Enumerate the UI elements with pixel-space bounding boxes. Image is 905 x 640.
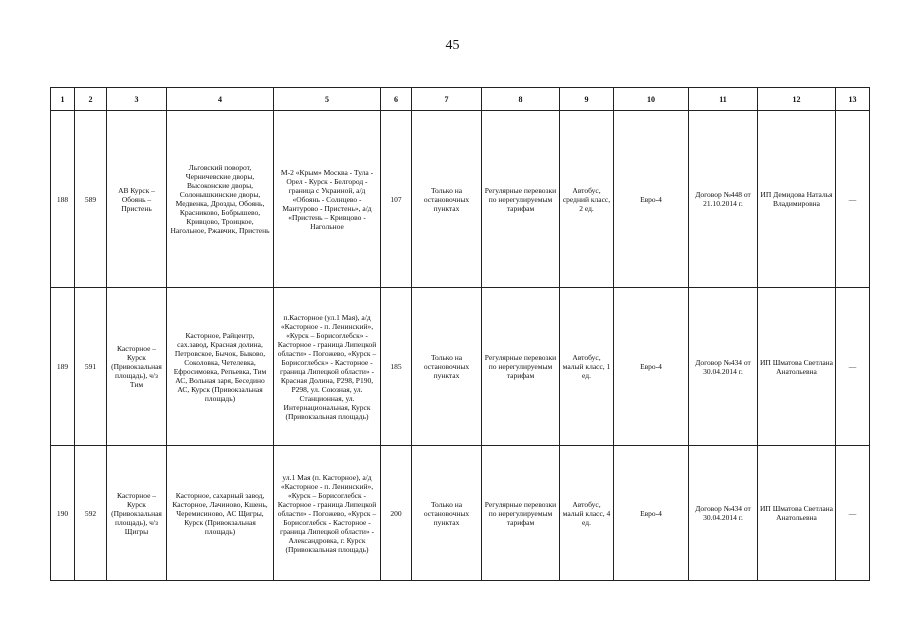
column-header: 7 — [412, 88, 482, 111]
table-row — [51, 446, 870, 581]
vehicle-cell: Автобус, малый класс, 1 ед. — [560, 288, 614, 446]
contract-cell: Договор №434 от 30.04.2014 г. — [689, 288, 758, 446]
table-row — [51, 111, 870, 288]
stops-cell: Льговский поворот, Черничевские дворы, Высоконские дворы, Солонышкинские дворы, Медвенка, Дрозды, Обоянь, Красниково, Бобрышево, Кривцово, Троицкое, Нагольное, Ржавчик, Пристень — [167, 111, 274, 288]
extra-cell: — — [836, 111, 870, 288]
column-header: 11 — [689, 88, 758, 111]
contract-cell: Договор №434 от 30.04.2014 г. — [689, 446, 758, 581]
length-cell: 200 — [381, 446, 412, 581]
route-name-cell: Касторное – Курск (Привокзальная площадь), ч/з Щигры — [107, 446, 167, 581]
stops-cell: Касторное, Райцентр, сах.завод, Красная долина, Петровское, Бычок, Быково, Соколовка, Четелевка, Ефросимовка, Репьевка, Тим АС, Вольная заря, Беседино АС, Курск (Привокзальная площадь) — [167, 288, 274, 446]
stop-order-cell: Только на остановочных пунктах — [412, 111, 482, 288]
extra-cell: — — [836, 446, 870, 581]
route-number-cell: 592 — [75, 446, 107, 581]
route-name-cell: Касторное – Курск (Привокзальная площадь), ч/з Тим — [107, 288, 167, 446]
stops-cell: Касторное, сахарный завод, Касторное, Лачиново, Кшень, Черемисиново, АС Щигры, Курск (Привокзальная площадь) — [167, 446, 274, 581]
stop-order-cell: Только на остановочных пунктах — [412, 288, 482, 446]
length-cell: 185 — [381, 288, 412, 446]
contract-cell: Договор №448 от 21.10.2014 г. — [689, 111, 758, 288]
stop-order-cell: Только на остановочных пунктах — [412, 446, 482, 581]
route-number-cell: 591 — [75, 288, 107, 446]
vehicle-cell: Автобус, малый класс, 4 ед. — [560, 446, 614, 581]
carrier-cell: ИП Шматова Светлана Анатольевна — [758, 288, 836, 446]
column-header: 4 — [167, 88, 274, 111]
carrier-cell: ИП Шматова Светлана Анатольевна — [758, 446, 836, 581]
vehicle-cell: Автобус, средний класс, 2 ед. — [560, 111, 614, 288]
column-header: 3 — [107, 88, 167, 111]
column-header: 5 — [274, 88, 381, 111]
eco-class-cell: Евро-4 — [614, 288, 689, 446]
row-number-cell: 190 — [51, 446, 75, 581]
streets-cell: п.Касторное (ул.1 Мая), а/д «Касторное - п. Ленинский», «Курск – Борисоглебск» - Касторное - граница Липецкой области» - Погожево, «Курск – Борисоглебск» - Касторное - граница Липецкой области» - Красная Долина, Р298, Р190, Р298, ул. Союзная, ул. Станционная, ул. Интернациональная, Курск (Привокзальная площадь) — [274, 288, 381, 446]
column-header: 9 — [560, 88, 614, 111]
route-number-cell: 589 — [75, 111, 107, 288]
eco-class-cell: Евро-4 — [614, 446, 689, 581]
streets-cell: ул.1 Мая (п. Касторное), а/д «Касторное - п. Ленинский», «Курск – Борисоглебск - Касторное - граница Липецкой области» - Погожево, «Курск – Борисоглебск - Касторное - граница Липецкой области» - Александровка, г. Курск (Привокзальная площадь) — [274, 446, 381, 581]
page-number: 45 — [445, 38, 460, 53]
table-row — [51, 288, 870, 446]
row-number-cell: 189 — [51, 288, 75, 446]
row-number-cell: 188 — [51, 111, 75, 288]
column-header: 2 — [75, 88, 107, 111]
column-header: 12 — [758, 88, 836, 111]
transport-type-cell: Регулярные перевозки по нерегулируемым тарифам — [482, 446, 560, 581]
transport-type-cell: Регулярные перевозки по нерегулируемым тарифам — [482, 111, 560, 288]
carrier-cell: ИП Демидова Наталья Владимировна — [758, 111, 836, 288]
route-name-cell: АВ Курск – Обоянь – Пристень — [107, 111, 167, 288]
extra-cell: — — [836, 288, 870, 446]
route-registry-table — [50, 87, 870, 581]
transport-type-cell: Регулярные перевозки по нерегулируемым тарифам — [482, 288, 560, 446]
length-cell: 107 — [381, 111, 412, 288]
column-number-header-row — [51, 88, 870, 111]
column-header: 6 — [381, 88, 412, 111]
eco-class-cell: Евро-4 — [614, 111, 689, 288]
column-header: 13 — [836, 88, 870, 111]
column-header: 1 — [51, 88, 75, 111]
column-header: 10 — [614, 88, 689, 111]
streets-cell: М-2 «Крым» Москва - Тула - Орел - Курск - Белгород - граница с Украиной, а/д «Обоянь - Солнцево - Мантурово - Пристень», а/д «Пристень – Кривцово - Нагольное — [274, 111, 381, 288]
column-header: 8 — [482, 88, 560, 111]
